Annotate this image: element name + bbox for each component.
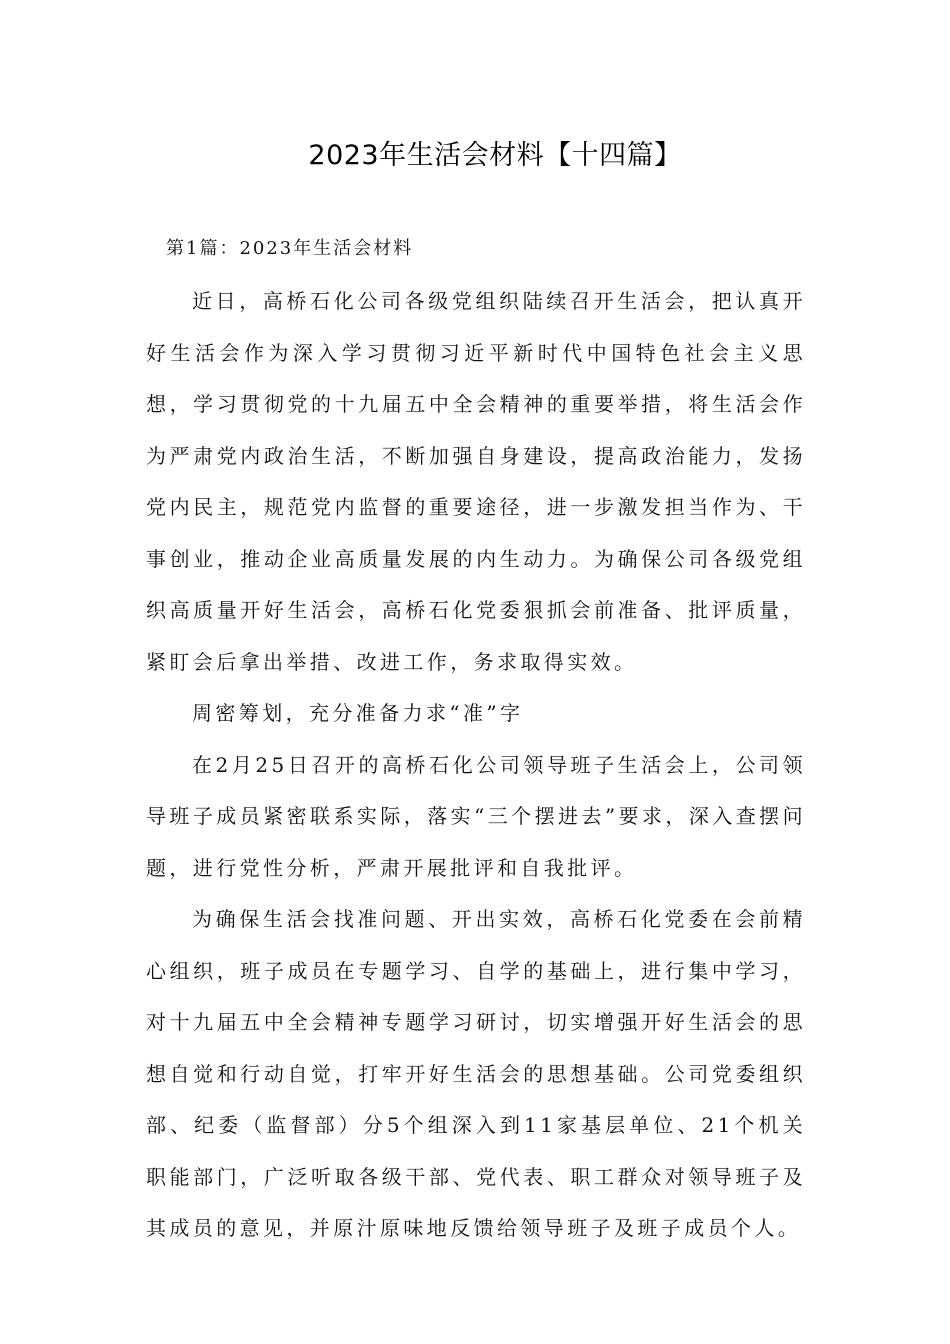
paragraph: 近日，高桥石化公司各级党组织陆续召开生活会，把认真开好生活会作为深入学习贯彻习近平新时代中国特色社会主义思想，学习贯彻党的十九届五中全会精神的重要举措，将生活会作为严肃党内政治生活，不断加强自身建设，提高政治能力，发扬党内民主，规范党内监督的重要途径，进一步激发担当作为、干事创业，推动企业高质量发展的内生动力。为确保公司各级党组织高质量开好生活会，高桥石化党委狠抓会前准备、批评质量，紧盯会后拿出举措、改进工作，务求取得实效。 xyxy=(146,289,806,674)
document-title: 2023年生活会材料【十四篇】 xyxy=(308,140,682,171)
paragraph: 为确保生活会找准问题、开出实效，高桥石化党委在会前精心组织，班子成员在专题学习、自学的基础上，进行集中学习，对十九届五中全会精神专题学习研讨，切实增强开好生活会的思想自觉和行动自觉，打牢开好生活会的思想基础。公司党委组织部、纪委（监督部）分5个组深入到11家基层单位、21个机关职能部门，广泛听取各级干部、党代表、职工群众对领导班子及其成员的意见，并原汁原味地反馈给领导班子及班子成员个人。 xyxy=(146,907,806,1240)
subheading-paragraph: 周密筹划，充分准备力求“准”字 xyxy=(192,701,524,725)
paragraph: 在2月25日召开的高桥石化公司领导班子生活会上，公司领导班子成员紧密联系实际，落实“三个摆进去”要求，深入查摆问题，进行党性分析，严肃开展批评和自我批评。 xyxy=(146,752,806,880)
section-heading: 第1篇：2023年生活会材料 xyxy=(166,238,414,259)
document-body xyxy=(146,276,806,1255)
